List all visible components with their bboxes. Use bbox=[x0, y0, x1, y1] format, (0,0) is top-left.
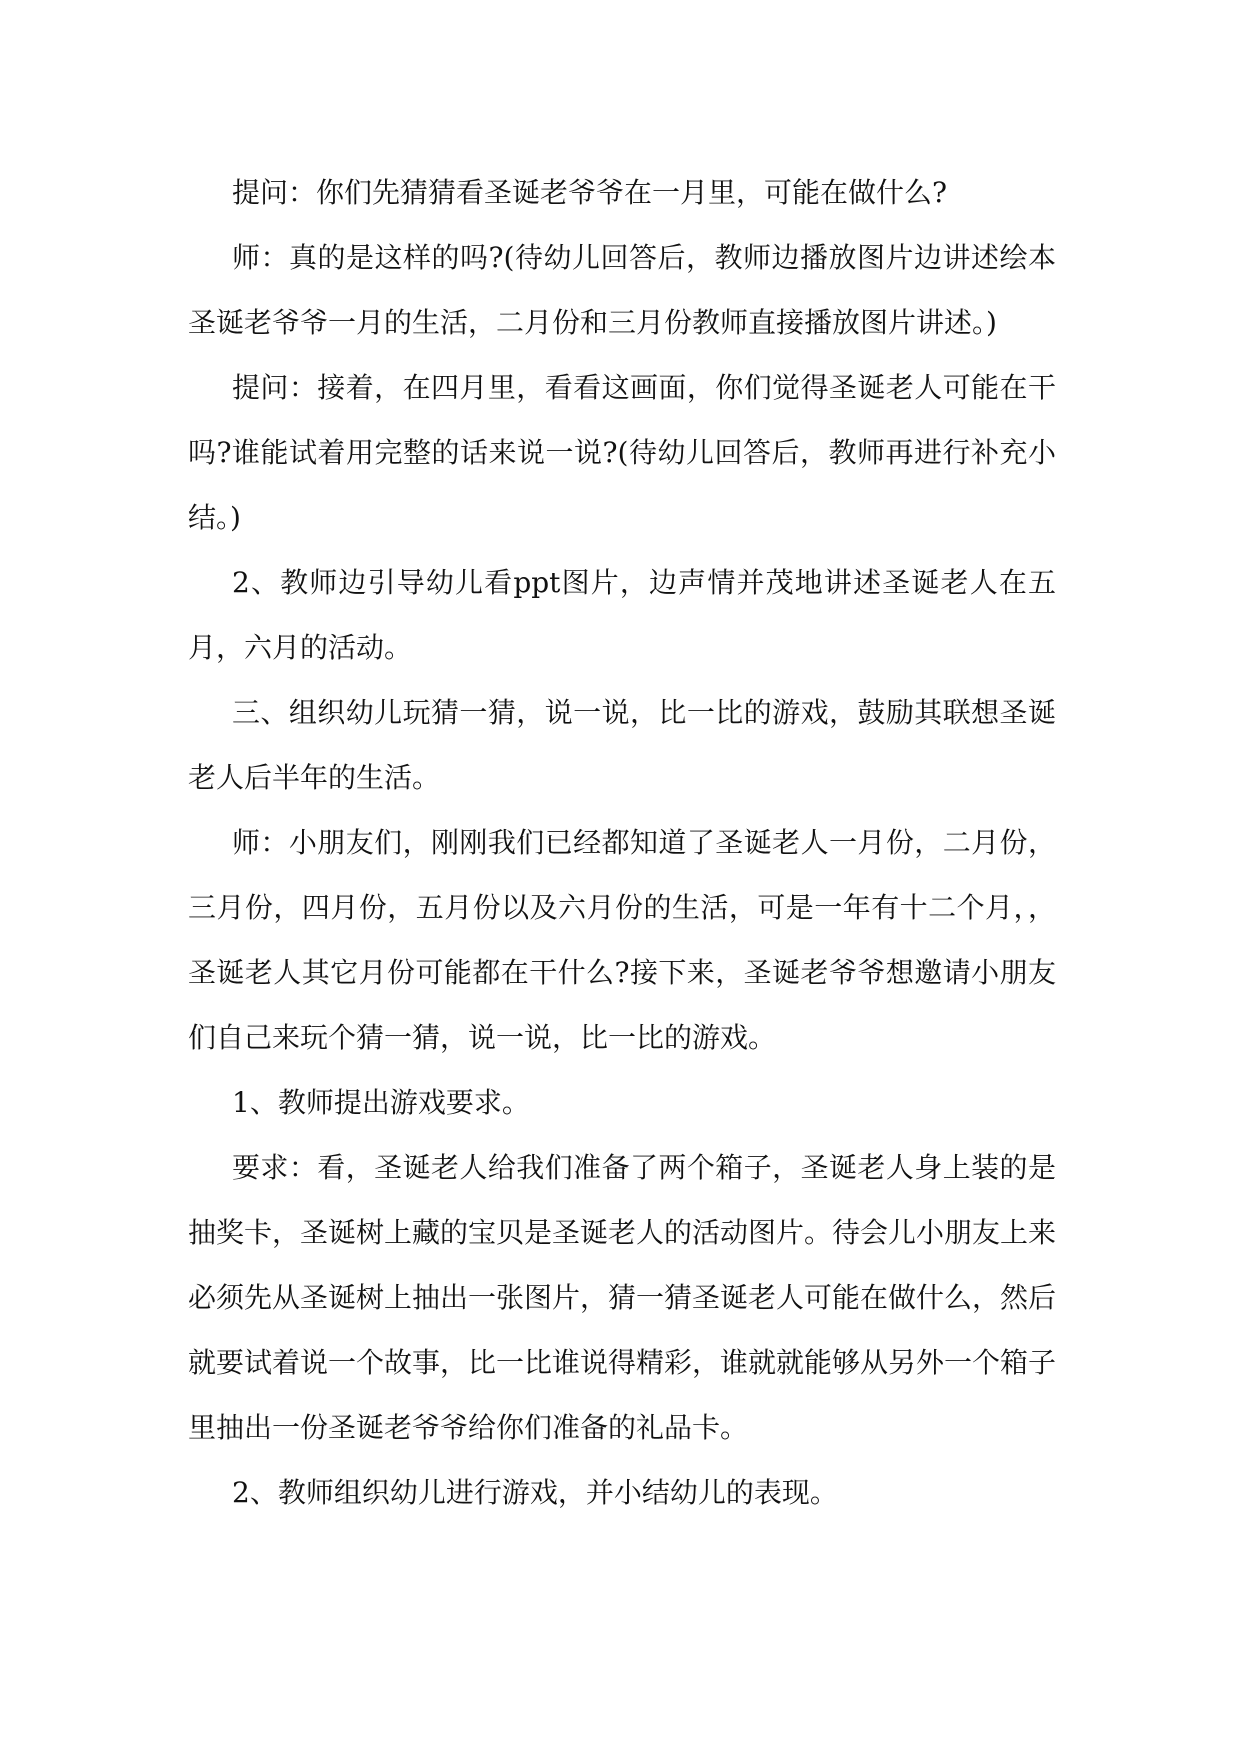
paragraph-section-3-heading: 三、组织幼儿玩猜一猜，说一说，比一比的游戏，鼓励其联想圣诞老人后半年的生活。 bbox=[188, 696, 1056, 794]
paragraph-question-april: 提问：接着，在四月里，看看这画面，你们觉得圣诞老人可能在干吗?谁能试着用完整的话来说一说?(待幼儿回答后，教师再进行补充小结。) bbox=[188, 371, 1056, 534]
paragraph-game-requirements: 要求：看，圣诞老人给我们准备了两个箱子，圣诞老人身上装的是抽奖卡，圣诞树上藏的宝贝是圣诞老人的活动图片。待会儿小朋友上来必须先从圣诞树上抽出一张图片，猜一猜圣诞老人可能在做什么，然后就要试着说一个故事，比一比谁说得精彩，谁就就能够从另外一个箱子里抽出一份圣诞老爷爷给你们准备的礼品卡。 bbox=[188, 1151, 1057, 1444]
paragraph-step-2-play: 2、教师组织幼儿进行游戏，并小结幼儿的表现。 bbox=[232, 1476, 838, 1509]
paragraph-teacher-invite-game: 师：小朋友们，刚刚我们已经都知道了圣诞老人一月份，二月份，三月份，四月份，五月份以及六月份的生活，可是一年有十二个月，，圣诞老人其它月份可能都在干什么?接下来，圣诞老爷爷想邀请小朋友们自己来玩个猜一猜，说一说，比一比的游戏。 bbox=[188, 826, 1056, 1054]
paragraph-step-1-rules: 1、教师提出游戏要求。 bbox=[232, 1086, 530, 1119]
document-body bbox=[188, 160, 1056, 1525]
paragraph-teacher-january-story: 师：真的是这样的吗?(待幼儿回答后，教师边播放图片边讲述绘本圣诞老爷爷一月的生活，二月份和三月份教师直接播放图片讲述。) bbox=[188, 241, 1056, 339]
paragraph-step-2-ppt: 2、教师边引导幼儿看ppt图片，边声情并茂地讲述圣诞老人在五月，六月的活动。 bbox=[188, 566, 1056, 664]
paragraph-question-january: 提问：你们先猜猜看圣诞老爷爷在一月里，可能在做什么? bbox=[232, 176, 948, 209]
